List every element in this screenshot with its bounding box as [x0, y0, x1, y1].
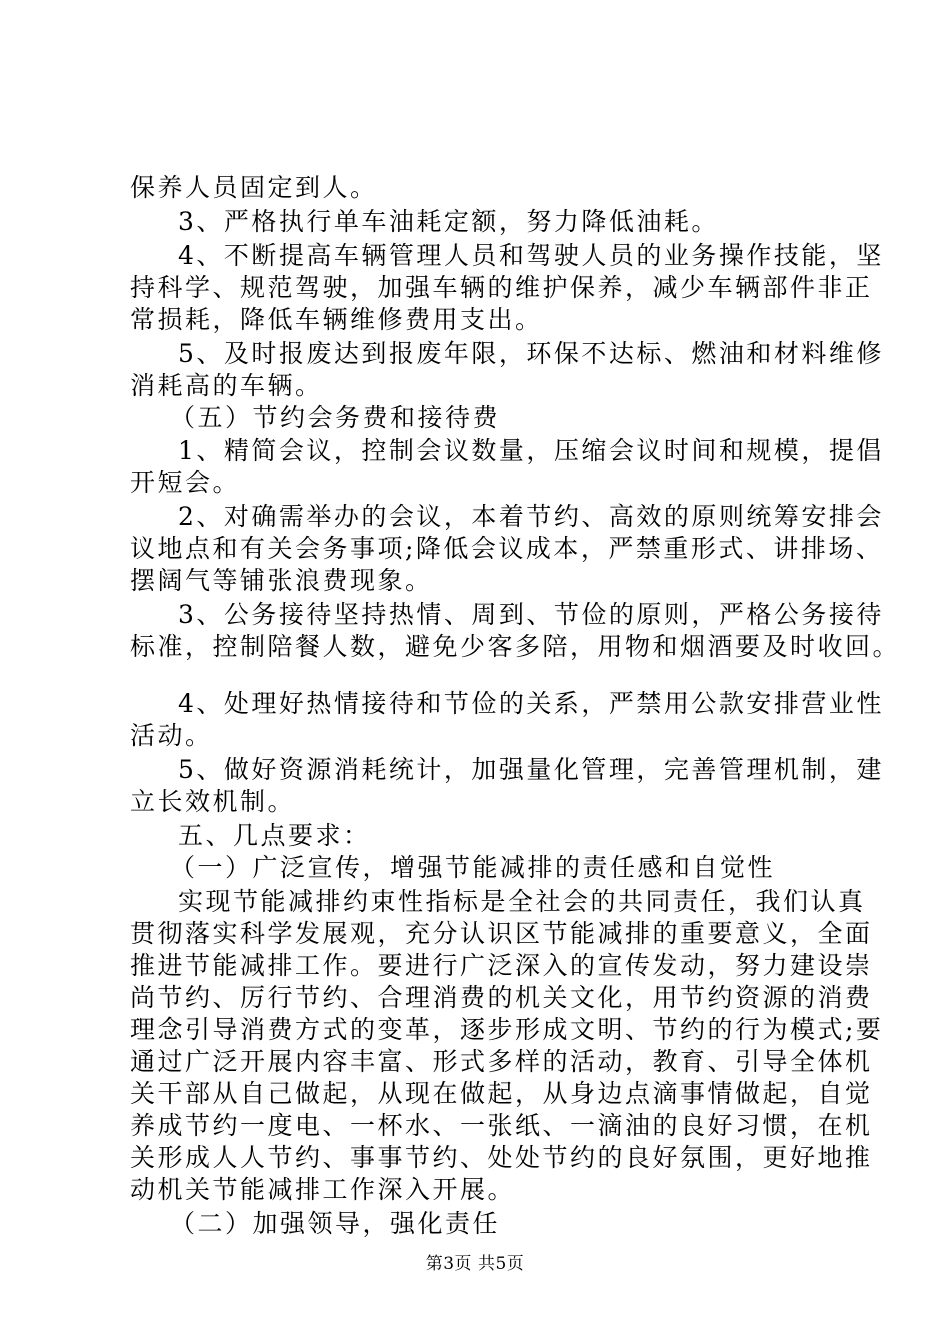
text-line: 推进节能减排工作。要进行广泛深入的宣传发动，努力建设崇 [130, 951, 873, 980]
text-line: 标准，控制陪餐人数，避免少客多陪，用物和烟酒要及时收回。 [130, 632, 901, 661]
text-line: 4、不断提高车辆管理人员和驾驶人员的业务操作技能，坚 [178, 241, 884, 270]
text-line: 5、做好资源消耗统计，加强量化管理，完善管理机制，建 [178, 755, 884, 784]
section-heading: （一）广泛宣传，增强节能减排的责任感和自觉性 [170, 853, 776, 882]
text-line: 实现节能减排约束性指标是全社会的共同责任，我们认真 [178, 887, 866, 916]
text-line: 常损耗，降低车辆维修费用支出。 [130, 305, 543, 334]
text-line: 议地点和有关会务事项;降低会议成本，严禁重形式、讲排场、 [130, 534, 884, 563]
text-line: 贯彻落实科学发展观，充分认识区节能减排的重要意义，全面 [130, 919, 873, 948]
section-heading: 五、几点要求： [178, 821, 371, 850]
text-line: 1、精简会议，控制会议数量，压缩会议时间和规模，提倡 [178, 436, 884, 465]
text-line: 关干部从自己做起，从现在做起，从身边点滴事情做起，自觉 [130, 1079, 873, 1108]
text-line: 摆阔气等铺张浪费现象。 [130, 566, 433, 595]
text-line: 活动。 [130, 721, 213, 750]
text-line: 动机关节能减排工作深入开展。 [130, 1175, 516, 1204]
text-line: 尚节约、厉行节约、合理消费的机关文化，用节约资源的消费 [130, 983, 873, 1012]
text-line: 理念引导消费方式的变革，逐步形成文明、节约的行为模式;要 [130, 1015, 884, 1044]
text-line: 持科学、规范驾驶，加强车辆的维护保养，减少车辆部件非正 [130, 273, 873, 302]
text-line: 3、公务接待坚持热情、周到、节俭的原则，严格公务接待 [178, 600, 884, 629]
text-line: 开短会。 [130, 468, 241, 497]
text-line: 养成节约一度电、一杯水、一张纸、一滴油的良好习惯，在机 [130, 1111, 873, 1140]
text-line: 4、处理好热情接待和节俭的关系，严禁用公款安排营业性 [178, 689, 884, 718]
page-number-footer: 第3页 共5页 [425, 1254, 525, 1274]
text-line: 保养人员固定到人。 [130, 173, 378, 202]
section-heading: （二）加强领导，强化责任 [170, 1209, 501, 1238]
text-line: 关形成人人节约、事事节约、处处节约的良好氛围，更好地推 [130, 1143, 873, 1172]
text-line: 立长效机制。 [130, 787, 296, 816]
text-line: 通过广泛开展内容丰富、形式多样的活动，教育、引导全体机 [130, 1047, 873, 1076]
text-line: 消耗高的车辆。 [130, 371, 323, 400]
section-heading: （五）节约会务费和接待费 [170, 403, 501, 432]
text-line: 5、及时报废达到报废年限，环保不达标、燃油和材料维修 [178, 339, 884, 368]
text-line: 2、对确需举办的会议，本着节约、高效的原则统筹安排会 [178, 502, 884, 531]
text-line: 3、严格执行单车油耗定额，努力降低油耗。 [178, 207, 719, 236]
